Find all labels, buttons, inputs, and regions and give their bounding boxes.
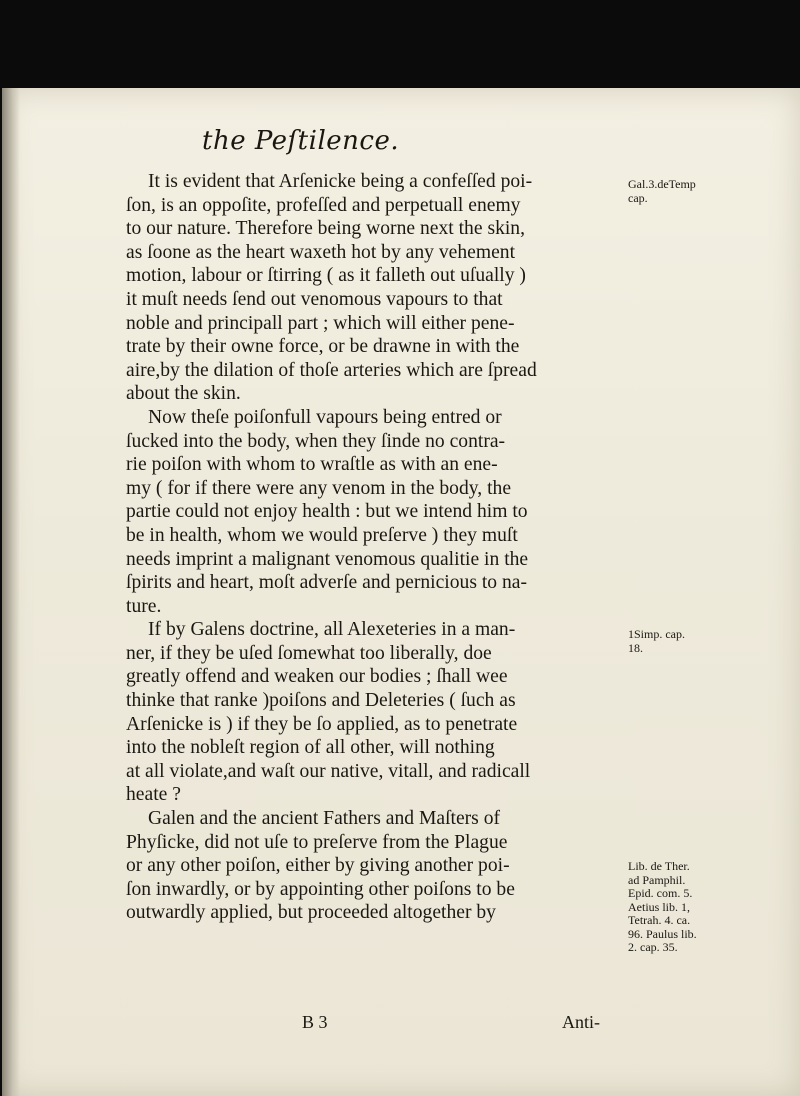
text-line: Phyſicke, did not uſe to preſerve from the Plague — [126, 831, 508, 853]
margin-note-line: Tetrah. 4. ca. — [628, 913, 691, 927]
margin-note-line: 2. cap. 35. — [628, 940, 678, 954]
text-line: needs imprint a malignant venomous qualitie in the — [126, 548, 529, 570]
catchword: Anti- — [562, 1012, 600, 1032]
margin-note — [628, 628, 798, 655]
text-line: it muſt needs ſend out venomous vapours to that — [126, 288, 503, 310]
text-line: ture. — [126, 595, 162, 617]
signature-mark: B 3 — [302, 1012, 328, 1032]
text-line: ſpirits and heart, moſt adverſe and pernicious to na- — [126, 572, 528, 594]
text-line: to our nature. Therefore being worne next the skin, — [126, 218, 526, 240]
margin-note-line: Epid. com. 5. — [628, 886, 693, 900]
text-line: rie poiſon with whom to wraſtle as with an ene- — [126, 454, 498, 476]
text-line: Galen and the ancient Fathers and Maſters of — [148, 808, 501, 830]
margin-note-line: Lib. de Ther. — [628, 859, 690, 873]
text-line: as ſoone as the heart waxeth hot by any vehement — [126, 241, 516, 263]
text-line: If by Galens doctrine, all Alexeteries in a man- — [148, 619, 516, 641]
text-line: greatly offend and weaken our bodies ; ſhall wee — [126, 666, 508, 688]
body-text — [126, 170, 622, 925]
text-line: motion, labour or ſtirring ( as it falleth out uſually ) — [126, 265, 526, 287]
text-line: ſon, is an oppoſite, profeſſed and perpetuall enemy — [126, 194, 521, 216]
text-line: noble and principall part ; which will either pene- — [126, 312, 515, 334]
text-line: ſucked into the body, when they ſinde no contra- — [126, 430, 506, 452]
text-line: partie could not enjoy health : but we intend him to — [126, 501, 528, 523]
margin-note-line: 1Simp. cap. — [628, 627, 685, 641]
margin-note-line: Gal.3.deTemp — [628, 177, 696, 191]
page-gutter — [2, 88, 20, 1096]
text-line: thinke that ranke )poiſons and Deleteries ( ſuch as — [126, 690, 516, 712]
margin-note-line: 18. — [628, 640, 643, 655]
text-line: or any other poiſon, either by giving another poi- — [126, 855, 510, 877]
text-line: Now theſe poiſonfull vapours being entred or — [148, 406, 502, 428]
margin-note-line: Aetius lib. 1, — [628, 899, 690, 914]
text-line: trate by their owne force, or be drawne in with the — [126, 336, 520, 358]
text-line: at all violate,and waſt our native, vitall, and radicall — [126, 760, 531, 782]
text-line: into the nobleſt region of all other, will nothing — [126, 737, 495, 759]
text-line: Arſenicke is ) if they be ſo applied, as to penetrate — [126, 713, 518, 735]
book-page — [2, 88, 800, 1096]
text-line: It is evident that Arſenicke being a confeſſed poi- — [148, 171, 533, 192]
margin-note — [628, 178, 798, 205]
text-line: be in health, whom we would preſerve ) they muſt — [126, 524, 518, 546]
margin-note-line: 96. Paulus lib. — [628, 926, 697, 941]
text-line: aire,by the dilation of thoſe arteries which are ſpread — [126, 359, 537, 381]
text-line: about the skin. — [126, 383, 241, 405]
margin-note-line: cap. — [628, 190, 648, 205]
text-line: ner, if they be uſed ſomewhat too liberally, doe — [126, 642, 492, 664]
text-line: heate ? — [126, 784, 181, 806]
running-title: the Peſtilence. — [202, 126, 400, 156]
text-line: ſon inwardly, or by appointing other poiſons to be — [126, 878, 515, 900]
text-line: my ( for if there were any venom in the body, the — [126, 477, 512, 499]
text-line: outwardly applied, but proceeded altogether by — [126, 902, 496, 924]
margin-note — [628, 860, 798, 955]
margin-note-line: ad Pamphil. — [628, 872, 686, 887]
